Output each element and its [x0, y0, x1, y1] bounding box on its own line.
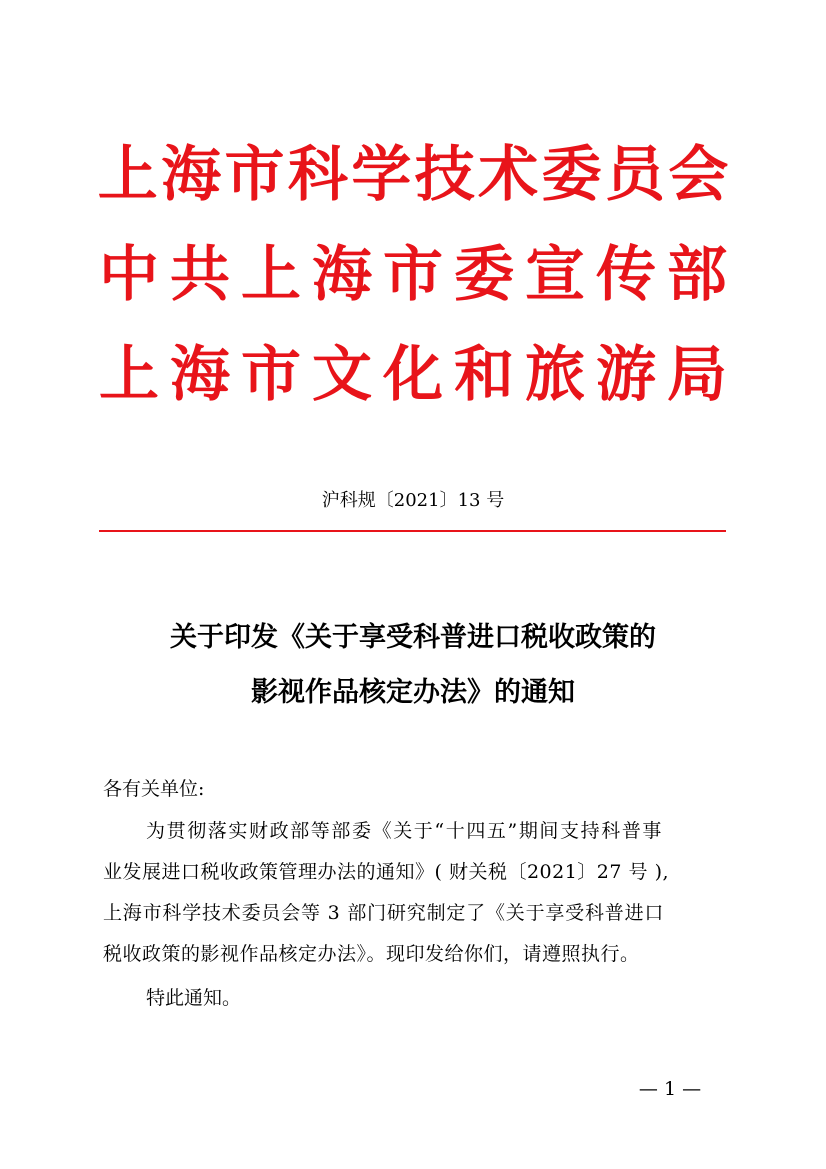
red-separator-line [99, 530, 726, 532]
document-number: 沪科规〔2021〕13 号 [321, 490, 505, 511]
salutation: 各有关单位: [103, 778, 205, 800]
agency-char: 传 [596, 240, 656, 310]
agency-char: 和 [454, 340, 514, 410]
agency-char: 员 [604, 140, 665, 210]
agency-char: 上 [97, 140, 158, 210]
agency-char: 术 [478, 140, 539, 210]
document-title-line-1: 关于印发《关于享受科普进口税收政策的 [170, 622, 656, 653]
agency-char: 会 [668, 140, 729, 210]
agency-char: 海 [161, 140, 222, 210]
agency-char: 上 [241, 240, 301, 310]
issuing-agency-line-2 [96, 232, 730, 318]
page-number: — 1 — [638, 1078, 702, 1100]
agency-char: 宣 [525, 240, 585, 310]
agency-char: 市 [241, 340, 301, 410]
closing-text: 特此通知。 [146, 987, 242, 1009]
issuing-agency-line-1 [96, 132, 730, 218]
agency-char: 文 [312, 340, 372, 410]
agency-char: 委 [454, 240, 514, 310]
document-title-line-2: 影视作品核定办法》的通知 [251, 677, 575, 708]
agency-char: 委 [541, 140, 602, 210]
agency-char: 海 [170, 340, 230, 410]
agency-char: 游 [596, 340, 656, 410]
body-text-line: 为贯彻落实财政部等部委《关于“十四五”期间支持科普事 [146, 820, 664, 842]
issuing-agency-line-3 [96, 332, 730, 418]
body-text-line: 上海市科学技术委员会等 3 部门研究制定了《关于享受科普进口 [103, 902, 665, 924]
agency-char: 上 [99, 340, 159, 410]
body-text-line: 税收政策的影视作品核定办法》。现印发给你们，请遵照执行。 [103, 943, 640, 965]
agency-char: 市 [383, 240, 443, 310]
agency-char: 科 [287, 140, 348, 210]
agency-char: 共 [170, 240, 230, 310]
agency-char: 海 [312, 240, 372, 310]
agency-char: 中 [99, 240, 159, 310]
agency-char: 化 [383, 340, 443, 410]
agency-char: 旅 [525, 340, 585, 410]
agency-char: 技 [414, 140, 475, 210]
agency-char: 部 [667, 240, 727, 310]
body-text-line: 业发展进口税收政策管理办法的通知》( 财关税〔2021〕27 号 ), [103, 861, 670, 883]
agency-char: 学 [351, 140, 412, 210]
agency-char: 市 [224, 140, 285, 210]
agency-char: 局 [667, 340, 727, 410]
